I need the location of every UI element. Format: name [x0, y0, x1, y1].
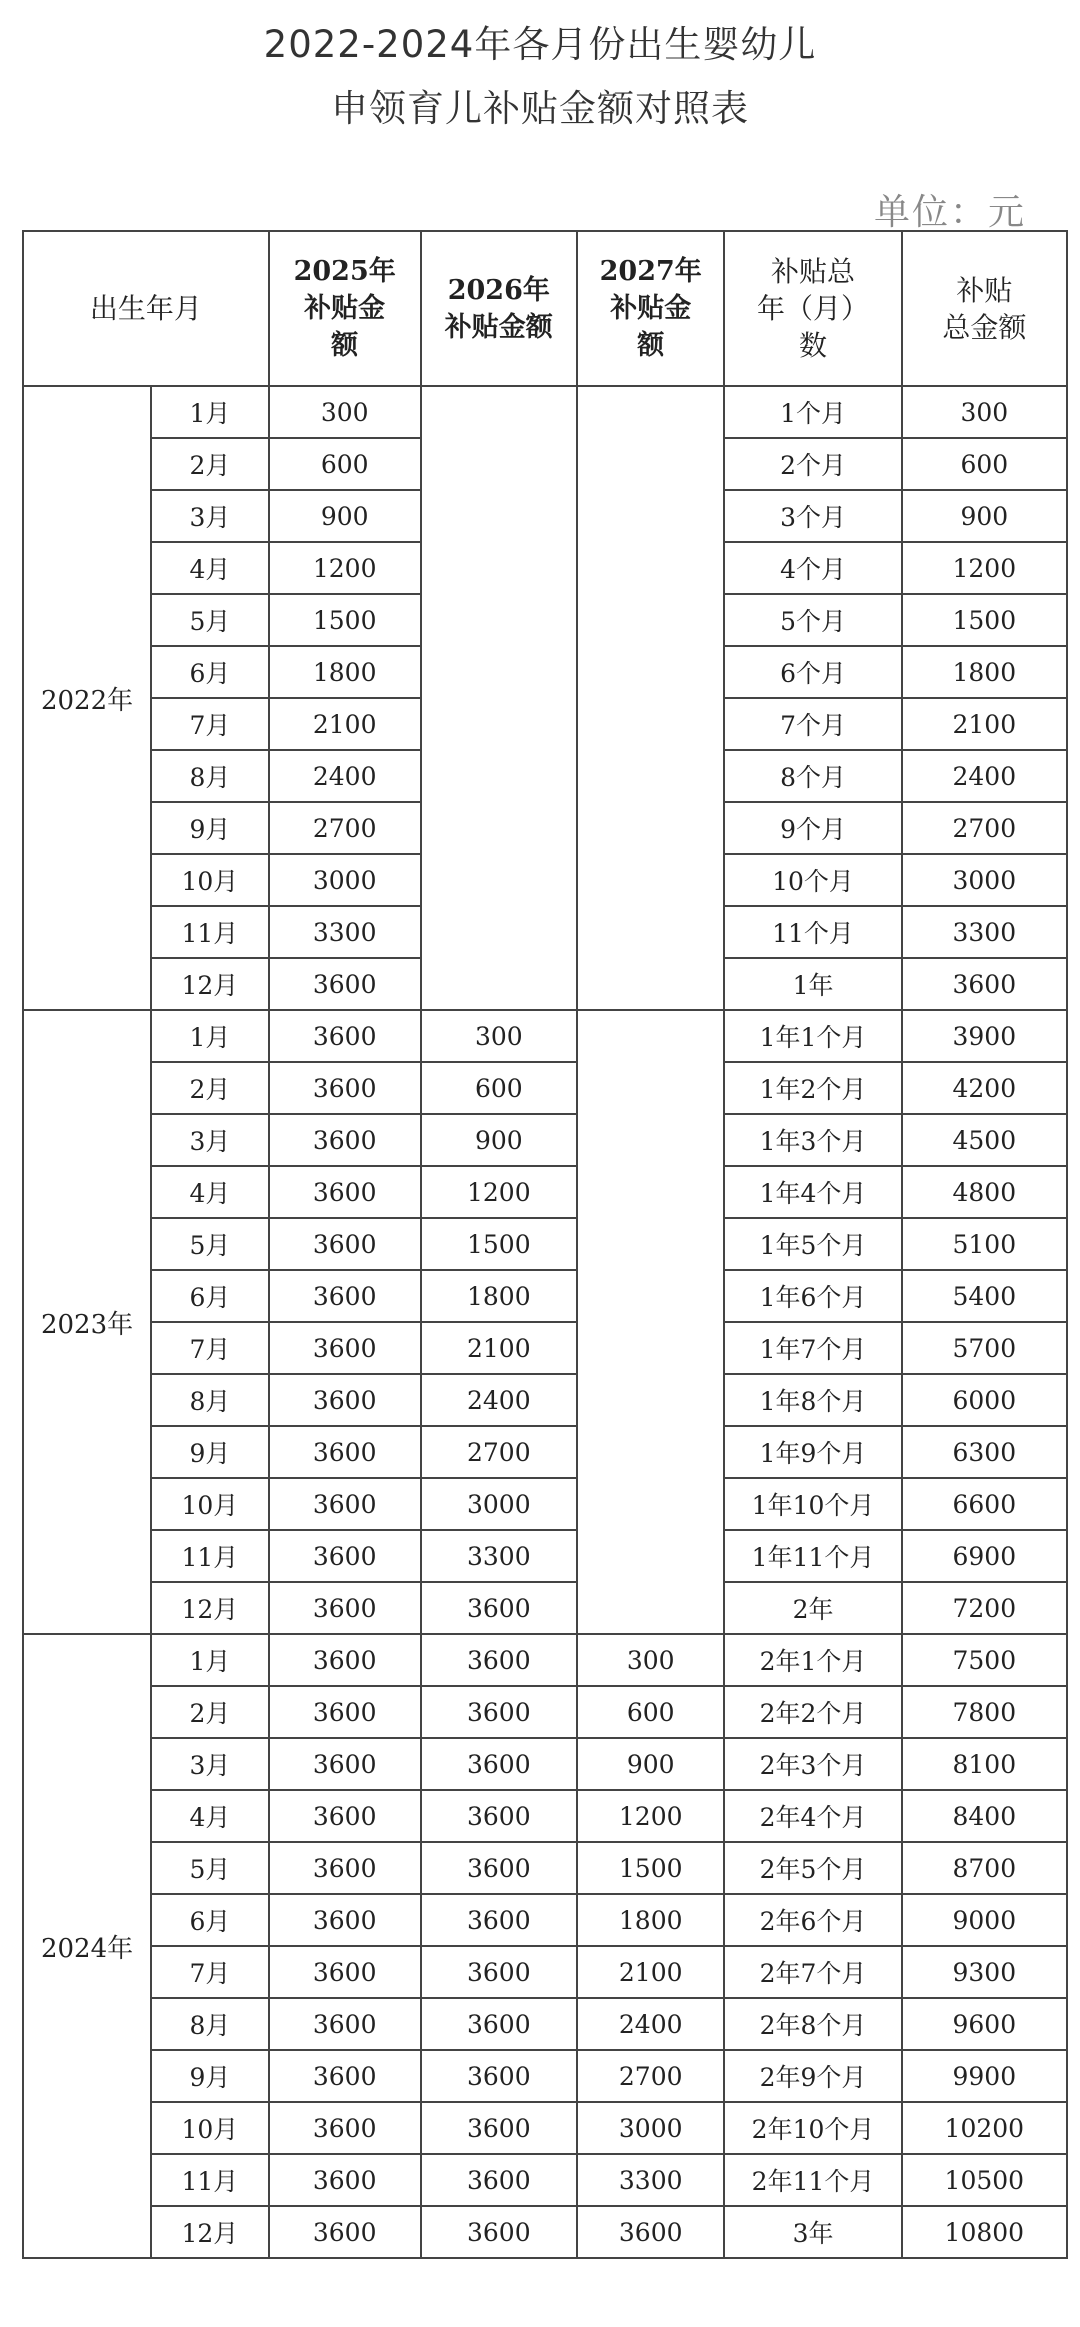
total-amount-cell: 4500 — [902, 1114, 1067, 1166]
birth-month-cell: 10月 — [151, 2102, 269, 2154]
amount-2025-cell: 2100 — [269, 698, 421, 750]
header-2026-amount — [421, 231, 577, 386]
amount-2026-cell: 2700 — [421, 1426, 577, 1478]
amount-2025-cell: 3000 — [269, 854, 421, 906]
amount-2025-cell: 3300 — [269, 906, 421, 958]
table-row — [23, 1114, 1067, 1166]
total-amount-cell: 5700 — [902, 1322, 1067, 1374]
total-amount-cell: 8400 — [902, 1790, 1067, 1842]
header-2025-line: 补贴金 — [304, 293, 386, 324]
amount-2026-cell: 3600 — [421, 1946, 577, 1998]
amount-2026-cell: 3600 — [421, 1790, 577, 1842]
table-row — [23, 1374, 1067, 1426]
table-row — [23, 1322, 1067, 1374]
amount-2025-cell: 1500 — [269, 594, 421, 646]
header-total-amount — [902, 231, 1067, 386]
table-row — [23, 1790, 1067, 1842]
birth-month-cell: 1月 — [151, 1010, 269, 1062]
table-row — [23, 1270, 1067, 1322]
amount-2026-cell: 1500 — [421, 1218, 577, 1270]
amount-2025-cell: 3600 — [269, 1894, 421, 1946]
amount-2025-cell: 1200 — [269, 542, 421, 594]
duration-cell: 1年8个月 — [724, 1374, 901, 1426]
duration-cell: 1年3个月 — [724, 1114, 901, 1166]
header-2027-line: 额 — [637, 330, 665, 361]
duration-cell: 2年3个月 — [724, 1738, 901, 1790]
header-duration-line: 补贴总 — [771, 255, 856, 288]
birth-month-cell: 5月 — [151, 1218, 269, 1270]
table-row — [23, 1218, 1067, 1270]
amount-2026-cell: 3600 — [421, 2050, 577, 2102]
duration-cell: 1年 — [724, 958, 901, 1010]
duration-cell: 8个月 — [724, 750, 901, 802]
birth-year-cell: 2023年 — [23, 1010, 151, 1634]
duration-cell: 3个月 — [724, 490, 901, 542]
duration-cell: 2年11个月 — [724, 2154, 901, 2206]
amount-2026-cell: 2100 — [421, 1322, 577, 1374]
birth-year-cell: 2022年 — [23, 386, 151, 1010]
duration-cell: 5个月 — [724, 594, 901, 646]
amount-2026-cell: 3600 — [421, 1582, 577, 1634]
amount-2025-cell: 3600 — [269, 1374, 421, 1426]
total-amount-cell: 5100 — [902, 1218, 1067, 1270]
birth-month-cell: 12月 — [151, 958, 269, 1010]
amount-2026-cell: 3600 — [421, 1842, 577, 1894]
amount-2025-cell: 3600 — [269, 1166, 421, 1218]
amount-2025-cell: 2700 — [269, 802, 421, 854]
total-amount-cell: 1800 — [902, 646, 1067, 698]
birth-month-cell: 2月 — [151, 1062, 269, 1114]
table-row — [23, 1426, 1067, 1478]
birth-month-cell: 1月 — [151, 386, 269, 438]
page-title-line-2: 申领育儿补贴金额对照表 — [331, 87, 749, 130]
header-2027-line: 补贴金 — [610, 293, 692, 324]
total-amount-cell: 10200 — [902, 2102, 1067, 2154]
duration-cell: 2年9个月 — [724, 2050, 901, 2102]
amount-2026-cell: 3600 — [421, 1738, 577, 1790]
total-amount-cell: 7200 — [902, 1582, 1067, 1634]
amount-2025-cell: 3600 — [269, 1946, 421, 1998]
unit-label: 单位：元 — [873, 192, 1026, 233]
duration-cell: 2年1个月 — [724, 1634, 901, 1686]
duration-cell: 1年7个月 — [724, 1322, 901, 1374]
total-amount-cell: 9300 — [902, 1946, 1067, 1998]
table-row — [23, 2050, 1067, 2102]
duration-cell: 2年7个月 — [724, 1946, 901, 1998]
birth-month-cell: 6月 — [151, 1894, 269, 1946]
amount-2026-empty-cell — [421, 386, 577, 1010]
birth-month-cell: 12月 — [151, 1582, 269, 1634]
birth-month-cell: 3月 — [151, 1114, 269, 1166]
duration-cell: 1年6个月 — [724, 1270, 901, 1322]
birth-month-cell: 4月 — [151, 1790, 269, 1842]
birth-month-cell: 8月 — [151, 750, 269, 802]
total-amount-cell: 4800 — [902, 1166, 1067, 1218]
duration-cell: 2年2个月 — [724, 1686, 901, 1738]
amount-2026-cell: 3300 — [421, 1530, 577, 1582]
birth-month-cell: 2月 — [151, 1686, 269, 1738]
total-amount-cell: 900 — [902, 490, 1067, 542]
birth-month-cell: 11月 — [151, 1530, 269, 1582]
total-amount-cell: 6000 — [902, 1374, 1067, 1426]
table-row — [23, 1946, 1067, 1998]
header-2025-line: 额 — [331, 330, 359, 361]
table-row — [23, 1530, 1067, 1582]
header-2026-line: 补贴金额 — [444, 311, 553, 343]
amount-2026-cell: 600 — [421, 1062, 577, 1114]
table-row — [23, 1634, 1067, 1686]
duration-cell: 7个月 — [724, 698, 901, 750]
amount-2025-cell: 1800 — [269, 646, 421, 698]
amount-2026-cell: 3600 — [421, 1894, 577, 1946]
birth-month-cell: 7月 — [151, 1322, 269, 1374]
table-row — [23, 1842, 1067, 1894]
duration-cell: 2年8个月 — [724, 1998, 901, 2050]
amount-2025-cell: 3600 — [269, 2050, 421, 2102]
amount-2026-cell: 3600 — [421, 1686, 577, 1738]
duration-cell: 1年5个月 — [724, 1218, 901, 1270]
amount-2026-cell: 900 — [421, 1114, 577, 1166]
amount-2025-cell: 3600 — [269, 1478, 421, 1530]
amount-2025-cell: 3600 — [269, 1582, 421, 1634]
birth-month-cell: 4月 — [151, 542, 269, 594]
total-amount-cell: 10500 — [902, 2154, 1067, 2206]
table-row — [23, 1998, 1067, 2050]
total-amount-cell: 2100 — [902, 698, 1067, 750]
total-amount-cell: 600 — [902, 438, 1067, 490]
table-row — [23, 1582, 1067, 1634]
table-row — [23, 2102, 1067, 2154]
total-amount-cell: 8700 — [902, 1842, 1067, 1894]
duration-cell: 1年10个月 — [724, 1478, 901, 1530]
total-amount-cell: 9000 — [902, 1894, 1067, 1946]
duration-cell: 2个月 — [724, 438, 901, 490]
header-birth-month — [23, 231, 269, 386]
table-row — [23, 1166, 1067, 1218]
birth-month-cell: 1月 — [151, 1634, 269, 1686]
total-amount-cell: 8100 — [902, 1738, 1067, 1790]
amount-2026-cell: 3600 — [421, 2154, 577, 2206]
total-amount-cell: 10800 — [902, 2206, 1067, 2258]
total-amount-cell: 3900 — [902, 1010, 1067, 1062]
table-row — [23, 1010, 1067, 1062]
total-amount-cell: 2700 — [902, 802, 1067, 854]
header-total-line: 补贴 — [956, 273, 1013, 307]
birth-month-cell: 6月 — [151, 1270, 269, 1322]
total-amount-cell: 7500 — [902, 1634, 1067, 1686]
subsidy-table — [22, 230, 1068, 2259]
table-row — [23, 1738, 1067, 1790]
amount-2026-cell: 3600 — [421, 2206, 577, 2258]
amount-2027-cell: 1200 — [577, 1790, 724, 1842]
total-amount-cell: 7800 — [902, 1686, 1067, 1738]
birth-month-cell: 3月 — [151, 490, 269, 542]
birth-month-cell: 2月 — [151, 438, 269, 490]
birth-month-cell: 9月 — [151, 802, 269, 854]
amount-2027-empty-cell — [577, 386, 724, 1010]
duration-cell: 1年2个月 — [724, 1062, 901, 1114]
duration-cell: 4个月 — [724, 542, 901, 594]
duration-cell: 9个月 — [724, 802, 901, 854]
table-row — [23, 1686, 1067, 1738]
amount-2027-cell: 600 — [577, 1686, 724, 1738]
birth-month-cell: 7月 — [151, 1946, 269, 1998]
total-amount-cell: 1200 — [902, 542, 1067, 594]
total-amount-cell: 2400 — [902, 750, 1067, 802]
amount-2027-cell: 300 — [577, 1634, 724, 1686]
amount-2025-cell: 3600 — [269, 1270, 421, 1322]
duration-cell: 2年 — [724, 1582, 901, 1634]
total-amount-cell: 3300 — [902, 906, 1067, 958]
amount-2027-cell: 3300 — [577, 2154, 724, 2206]
table-body — [23, 386, 1067, 2258]
amount-2025-cell: 600 — [269, 438, 421, 490]
amount-2025-cell: 900 — [269, 490, 421, 542]
amount-2026-cell: 1200 — [421, 1166, 577, 1218]
birth-month-cell: 4月 — [151, 1166, 269, 1218]
header-2025-line: 2025年 — [293, 256, 396, 287]
amount-2027-cell: 2700 — [577, 2050, 724, 2102]
birth-month-cell: 9月 — [151, 2050, 269, 2102]
birth-month-cell: 5月 — [151, 594, 269, 646]
amount-2026-cell: 3600 — [421, 2102, 577, 2154]
birth-month-cell: 5月 — [151, 1842, 269, 1894]
table-row — [23, 2154, 1067, 2206]
amount-2025-cell: 2400 — [269, 750, 421, 802]
amount-2025-cell: 3600 — [269, 1842, 421, 1894]
amount-2025-cell: 3600 — [269, 2206, 421, 2258]
amount-2025-cell: 3600 — [269, 1010, 421, 1062]
total-amount-cell: 1500 — [902, 594, 1067, 646]
amount-2025-cell: 3600 — [269, 1686, 421, 1738]
table-row — [23, 1894, 1067, 1946]
amount-2026-cell: 3000 — [421, 1478, 577, 1530]
amount-2025-cell: 300 — [269, 386, 421, 438]
total-amount-cell: 6300 — [902, 1426, 1067, 1478]
amount-2027-cell: 1500 — [577, 1842, 724, 1894]
page-title-line-1: 2022-2024年各月份出生婴幼儿 — [263, 23, 817, 66]
birth-month-cell: 11月 — [151, 906, 269, 958]
amount-2025-cell: 3600 — [269, 1634, 421, 1686]
duration-cell: 2年4个月 — [724, 1790, 901, 1842]
duration-cell: 2年5个月 — [724, 1842, 901, 1894]
table-row — [23, 1478, 1067, 1530]
total-amount-cell: 5400 — [902, 1270, 1067, 1322]
birth-month-cell: 11月 — [151, 2154, 269, 2206]
duration-cell: 2年6个月 — [724, 1894, 901, 1946]
duration-cell: 2年10个月 — [724, 2102, 901, 2154]
total-amount-cell: 3600 — [902, 958, 1067, 1010]
birth-month-cell: 10月 — [151, 1478, 269, 1530]
table-row — [23, 1062, 1067, 1114]
header-total-line: 总金额 — [942, 310, 1027, 344]
header-total-duration — [724, 231, 901, 386]
amount-2025-cell: 3600 — [269, 1218, 421, 1270]
amount-2025-cell: 3600 — [269, 1998, 421, 2050]
total-amount-cell: 9600 — [902, 1998, 1067, 2050]
total-amount-cell: 4200 — [902, 1062, 1067, 1114]
table-row — [23, 386, 1067, 438]
header-birth-month-label: 出生年月 — [89, 292, 202, 325]
duration-cell: 3年 — [724, 2206, 901, 2258]
duration-cell: 10个月 — [724, 854, 901, 906]
amount-2025-cell: 3600 — [269, 2154, 421, 2206]
birth-month-cell: 9月 — [151, 1426, 269, 1478]
duration-cell: 1年4个月 — [724, 1166, 901, 1218]
amount-2025-cell: 3600 — [269, 958, 421, 1010]
total-amount-cell: 6600 — [902, 1478, 1067, 1530]
birth-month-cell: 7月 — [151, 698, 269, 750]
total-amount-cell: 300 — [902, 386, 1067, 438]
amount-2026-cell: 3600 — [421, 1998, 577, 2050]
amount-2027-cell: 1800 — [577, 1894, 724, 1946]
amount-2027-empty-cell — [577, 1010, 724, 1634]
birth-month-cell: 10月 — [151, 854, 269, 906]
amount-2026-cell: 3600 — [421, 1634, 577, 1686]
table-row — [23, 2206, 1067, 2258]
header-2026-line: 2026年 — [447, 274, 550, 306]
header-2025-amount — [269, 231, 421, 386]
duration-cell: 6个月 — [724, 646, 901, 698]
total-amount-cell: 9900 — [902, 2050, 1067, 2102]
birth-month-cell: 12月 — [151, 2206, 269, 2258]
amount-2025-cell: 3600 — [269, 1738, 421, 1790]
duration-cell: 1年9个月 — [724, 1426, 901, 1478]
amount-2025-cell: 3600 — [269, 2102, 421, 2154]
total-amount-cell: 6900 — [902, 1530, 1067, 1582]
amount-2025-cell: 3600 — [269, 1790, 421, 1842]
duration-cell: 1个月 — [724, 386, 901, 438]
amount-2026-cell: 300 — [421, 1010, 577, 1062]
amount-2027-cell: 3000 — [577, 2102, 724, 2154]
header-duration-line: 数 — [799, 329, 828, 362]
amount-2025-cell: 3600 — [269, 1322, 421, 1374]
table-header-row — [23, 231, 1067, 386]
amount-2027-cell: 2100 — [577, 1946, 724, 1998]
amount-2025-cell: 3600 — [269, 1062, 421, 1114]
birth-year-cell: 2024年 — [23, 1634, 151, 2258]
amount-2027-cell: 3600 — [577, 2206, 724, 2258]
duration-cell: 1年11个月 — [724, 1530, 901, 1582]
amount-2026-cell: 1800 — [421, 1270, 577, 1322]
amount-2025-cell: 3600 — [269, 1114, 421, 1166]
amount-2025-cell: 3600 — [269, 1426, 421, 1478]
amount-2025-cell: 3600 — [269, 1530, 421, 1582]
amount-2027-cell: 2400 — [577, 1998, 724, 2050]
birth-month-cell: 8月 — [151, 1374, 269, 1426]
birth-month-cell: 6月 — [151, 646, 269, 698]
birth-month-cell: 3月 — [151, 1738, 269, 1790]
birth-month-cell: 8月 — [151, 1998, 269, 2050]
header-duration-line: 年（月） — [757, 292, 870, 325]
amount-2027-cell: 900 — [577, 1738, 724, 1790]
header-2027-amount — [577, 231, 724, 386]
amount-2026-cell: 2400 — [421, 1374, 577, 1426]
duration-cell: 1年1个月 — [724, 1010, 901, 1062]
duration-cell: 11个月 — [724, 906, 901, 958]
total-amount-cell: 3000 — [902, 854, 1067, 906]
header-2027-line: 2027年 — [599, 256, 702, 287]
